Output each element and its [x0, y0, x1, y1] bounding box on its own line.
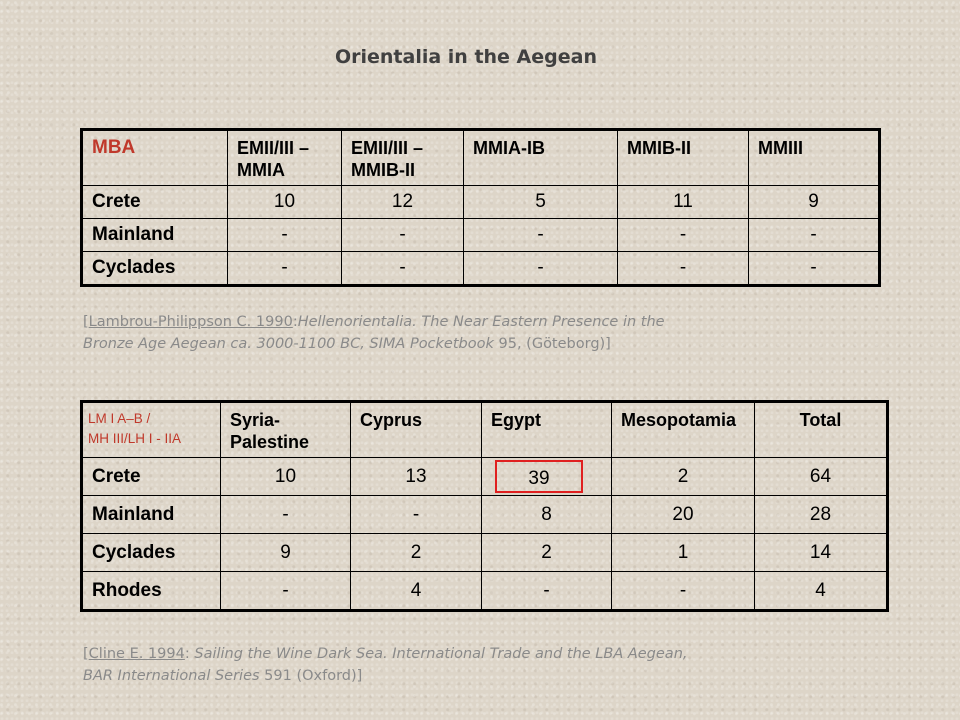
row-label: Cyclades: [82, 252, 228, 286]
table-cell: -: [228, 252, 342, 286]
table-cell: -: [618, 252, 749, 286]
table-cell: -: [342, 219, 464, 252]
column-header: Total: [755, 402, 888, 458]
row-label: Mainland: [82, 219, 228, 252]
table-row: [82, 496, 888, 534]
citation-rest: , (Göteborg)]: [516, 336, 611, 352]
table-cell: 1: [612, 534, 755, 572]
highlighted-value: 39: [528, 468, 550, 489]
row-label: Crete: [82, 458, 221, 496]
table-cell: 11: [618, 186, 749, 219]
column-header: [221, 402, 351, 458]
citation-line: [83, 311, 665, 333]
highlight-box: [495, 460, 583, 493]
table-row: [82, 186, 880, 219]
table-cell: -: [221, 496, 351, 534]
header-line: EMII/III – MMIA: [237, 138, 310, 180]
table-cell: -: [482, 572, 612, 611]
column-header: Mesopotamia: [612, 402, 755, 458]
table-cell: -: [464, 252, 618, 286]
bracket: [: [83, 646, 89, 662]
table-cell: 9: [221, 534, 351, 572]
header-line: Syria-: [230, 410, 281, 430]
table-cell: 20: [612, 496, 755, 534]
corner-line: MH III/LH I - IIA: [88, 431, 182, 446]
table-cell: -: [618, 219, 749, 252]
table-cell: -: [464, 219, 618, 252]
citation-line: [83, 333, 665, 355]
column-header: MMIII: [749, 130, 880, 186]
table-cell: 4: [755, 572, 888, 611]
table-cell: 9: [749, 186, 880, 219]
table-cell: 10: [228, 186, 342, 219]
table-cell: 10: [221, 458, 351, 496]
citation-title-cont: Bronze Age Aegean ca. 3000-1100 BC, SIMA Pocketbook: [83, 336, 494, 352]
column-header: [228, 130, 342, 186]
mba-table: [80, 128, 881, 287]
corner-line: LM I A–B /: [88, 411, 151, 426]
table-row: [82, 534, 888, 572]
table-cell: 5: [464, 186, 618, 219]
row-label: Cyclades: [82, 534, 221, 572]
table-cell: -: [342, 252, 464, 286]
citation-line: [83, 665, 688, 687]
citation-title: Sailing the Wine Dark Sea. International Trade and the LBA Aegean,: [194, 646, 688, 662]
table-cell: -: [351, 496, 482, 534]
table-cell: 12: [342, 186, 464, 219]
column-header: [342, 130, 464, 186]
column-header: Egypt: [482, 402, 612, 458]
citation-cline: [83, 643, 688, 687]
row-label: Crete: [82, 186, 228, 219]
table-cell: -: [612, 572, 755, 611]
table-row: [82, 219, 880, 252]
table-cell: 28: [755, 496, 888, 534]
table-header-row: [82, 130, 880, 186]
table-cell: 13: [351, 458, 482, 496]
table-cell: 2: [482, 534, 612, 572]
table-corner-label: MBA: [82, 130, 228, 186]
table-cell: 8: [482, 496, 612, 534]
table-row: [82, 252, 880, 286]
citation-title: Hellenorientalia. The Near Eastern Presence in the: [297, 314, 665, 330]
citation-rest: (Oxford)]: [291, 668, 363, 684]
table-cell: 2: [351, 534, 482, 572]
slide-title: Orientalia in the Aegean: [334, 46, 597, 68]
table-cell: -: [749, 219, 880, 252]
lm-table: [80, 400, 889, 612]
table-cell: -: [221, 572, 351, 611]
row-label: Rhodes: [82, 572, 221, 611]
colon: :: [184, 646, 195, 662]
colon: :: [292, 314, 298, 330]
citation-line: [83, 643, 688, 665]
table-corner-label: [82, 402, 221, 458]
table-cell: -: [749, 252, 880, 286]
citation-lambrou: [83, 311, 665, 355]
row-label: Mainland: [82, 496, 221, 534]
table-row: [82, 458, 888, 496]
citation-author-link[interactable]: Cline E. 1994: [88, 646, 185, 662]
table-cell: 2: [612, 458, 755, 496]
citation-number: 95: [493, 336, 517, 352]
table-cell: 64: [755, 458, 888, 496]
column-header: MMIA-IB: [464, 130, 618, 186]
citation-author-link[interactable]: Lambrou-Philippson C. 1990: [88, 314, 293, 330]
header-line: Palestine: [230, 432, 310, 452]
table-cell: 14: [755, 534, 888, 572]
table-cell: [482, 458, 612, 496]
table-header-row: [82, 402, 888, 458]
column-header: Cyprus: [351, 402, 482, 458]
table-row: [82, 572, 888, 611]
column-header: MMIB-II: [618, 130, 749, 186]
table-cell: 4: [351, 572, 482, 611]
header-line: EMII/III – MMIB-II: [351, 138, 424, 180]
citation-series: BAR International Series: [83, 668, 260, 684]
table-cell: -: [228, 219, 342, 252]
bracket: [: [83, 314, 89, 330]
citation-number: 591: [259, 668, 292, 684]
